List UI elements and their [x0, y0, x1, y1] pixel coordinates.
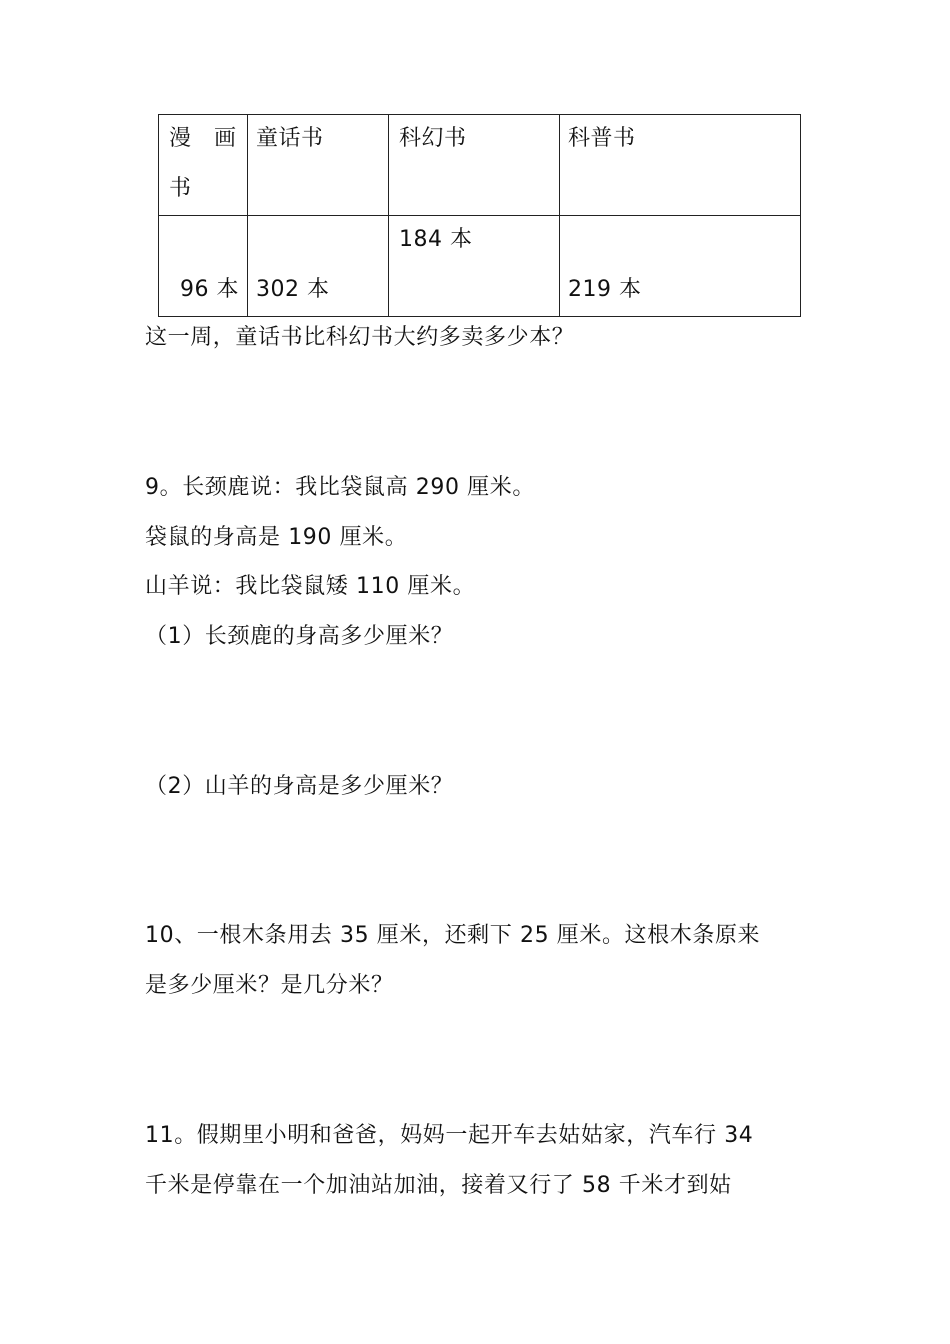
value-cell-fairy [248, 216, 389, 317]
question-10-line2: 是多少厘米？是几分米？ [145, 973, 394, 998]
question-11-line2: 千米是停靠在一个加油站加油，接着又行了 58 千米才到姑 [145, 1173, 732, 1198]
book-sales-table [158, 114, 801, 317]
header-science: 科普书 [568, 126, 636, 151]
table-values-row [159, 216, 801, 317]
header-cell-scifi [389, 115, 560, 216]
question-9-sub1: （1）长颈鹿的身高多少厘米？ [145, 624, 454, 649]
question-8-text: 这一周，童话书比科幻书大约多卖多少本？ [145, 325, 575, 350]
value-scifi: 184 本 [399, 227, 473, 252]
header-fairy: 童话书 [256, 126, 324, 151]
header-cell-science [560, 115, 801, 216]
question-9-line3: 山羊说：我比袋鼠矮 110 厘米。 [145, 574, 476, 599]
header-cell-comic [159, 115, 248, 216]
value-cell-comic [159, 216, 248, 317]
value-cell-scifi [389, 216, 560, 317]
question-9-line1: 9。长颈鹿说：我比袋鼠高 290 厘米。 [145, 475, 535, 500]
value-comic: 96 本 [180, 277, 239, 302]
header-scifi: 科幻书 [399, 126, 467, 151]
header-comic-line2: 书 [169, 176, 192, 201]
question-10-line1: 10、一根木条用去 35 厘米，还剩下 25 厘米。这根木条原来 [145, 923, 761, 948]
value-fairy: 302 本 [256, 277, 330, 302]
value-science: 219 本 [568, 277, 642, 302]
question-9-sub2: （2）山羊的身高是多少厘米？ [145, 774, 454, 799]
header-comic-line1: 漫 画 [169, 126, 237, 151]
table-header-row [159, 115, 801, 216]
value-cell-science [560, 216, 801, 317]
question-11-line1: 11。假期里小明和爸爸，妈妈一起开车去姑姑家，汽车行 34 [145, 1123, 754, 1148]
question-9-line2: 袋鼠的身高是 190 厘米。 [145, 525, 408, 550]
header-cell-fairy [248, 115, 389, 216]
